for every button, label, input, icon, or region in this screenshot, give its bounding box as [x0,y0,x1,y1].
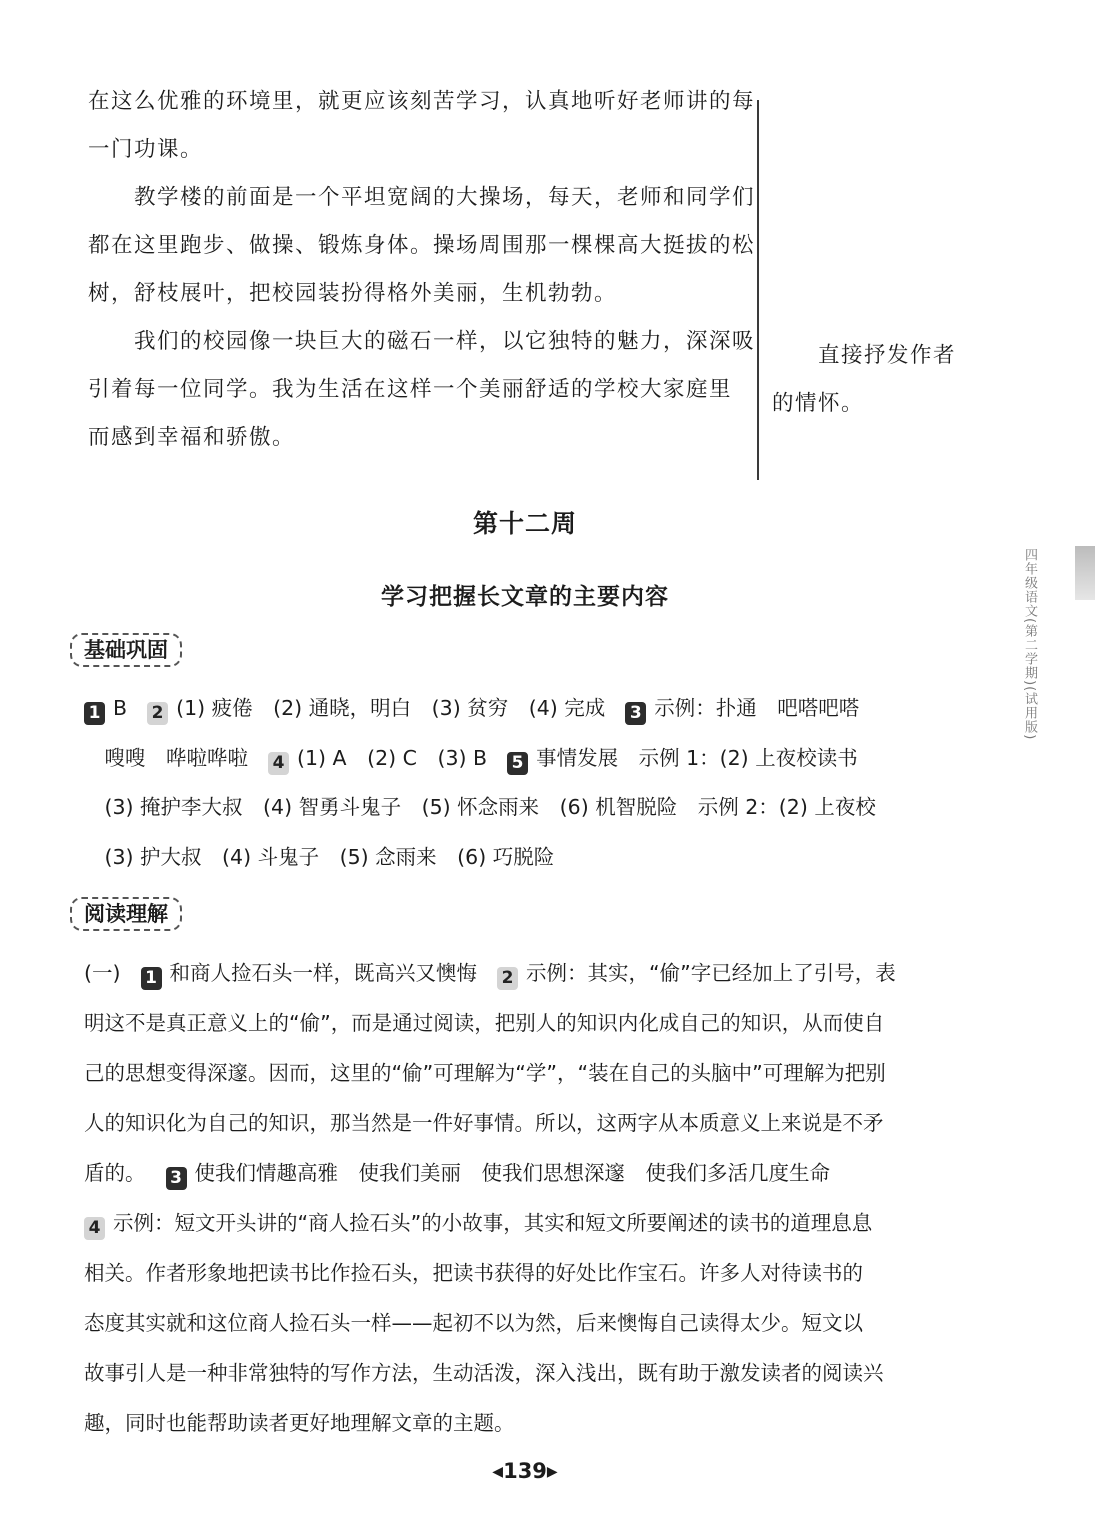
essay-line: 我们的校园像一块巨大的磁石一样，以它独特的魅力，深深吸 [88,329,756,354]
page-footer [0,1459,1050,1483]
answer-text: B [113,696,128,720]
answer-line [84,1398,974,1448]
answer-text: 相关。作者形象地把读书比作捡石头，把读书获得的好处比作宝石。许多人对待读书的 [84,1261,863,1285]
answer-text: (1) A (2) C (3) B [297,745,488,770]
question-number-badge: 4 [268,752,289,775]
answer-line [84,1248,974,1298]
answers-reading [84,948,974,1448]
answer-text: 事情发展 示例 1：(2) 上夜校读书 [536,745,858,770]
answer-text: (3) 护大叔 (4) 斗鬼子 (5) 念雨来 (6) 巧脱险 [84,844,555,869]
page-number: 139 [503,1459,547,1483]
answer-text: 态度其实就和这位商人捡石头一样——起初不以为然，后来懊悔自己读得太少。短文以 [84,1311,863,1335]
unit-title: 学习把握长文章的主要内容 [381,584,669,610]
essay-line: 一门功课。 [88,137,204,162]
answer-line [84,1348,974,1398]
answer-text: (1) 疲倦 (2) 通晓，明白 (3) 贫穷 (4) 完成 [176,696,606,720]
question-number-badge: 2 [147,702,168,725]
side-book-label: 四年级语文(第二学期)(试用版) [1022,548,1037,741]
side-thumb-tab [1075,546,1095,600]
essay-line: 而感到幸福和骄傲。 [88,425,296,450]
margin-note-line: 直接抒发作者 [772,343,957,368]
section-tag-basics: 基础巩固 [70,633,182,667]
answer-text: 示例：其实，“偷”字已经加上了引号，表 [526,961,896,985]
question-number-badge: 1 [84,702,105,725]
answer-text: (3) 掩护李大叔 (4) 智勇斗鬼子 (5) 怀念雨来 (6) 机智脱险 示例 2：(2) 上夜校 [84,795,876,819]
question-number-badge: 4 [84,1217,105,1240]
answers-basics [84,684,974,882]
margin-note [772,332,982,428]
answer-line [84,1298,974,1348]
answer-line [84,1198,974,1248]
essay-line: 教学楼的前面是一个平坦宽阔的大操场，每天，老师和同学们 [88,185,756,210]
answer-line [84,734,974,784]
answer-text: (一) [84,961,121,985]
margin-divider [757,100,759,480]
answer-text: 趣，同时也能帮助读者更好地理解文章的主题。 [84,1411,515,1435]
answer-text: 示例：扑通 吧嗒吧嗒 [654,696,860,720]
answer-line [84,948,974,998]
essay-line: 引着每一位同学。我为生活在这样一个美丽舒适的学校大家庭里 [88,377,733,402]
question-number-badge: 2 [497,967,518,990]
section-tag-reading: 阅读理解 [70,897,182,931]
answer-text: 人的知识化为自己的知识，那当然是一件好事情。所以，这两字从本质意义上来说是不矛 [84,1111,884,1135]
question-number-badge: 3 [625,702,646,725]
essay-body [88,78,756,462]
question-number-badge: 3 [166,1167,187,1190]
essay-line: 在这么优雅的环境里，就更应该刻苦学习，认真地听好老师讲的每 [88,89,756,114]
answer-text: 和商人捡石头一样，既高兴又懊悔 [169,961,477,985]
answer-text: 嗖嗖 哗啦哗啦 [84,745,248,770]
next-triangle-icon: ▶ [546,1464,558,1480]
week-title: 第十二周 [472,509,577,538]
answer-text: 使我们情趣高雅 使我们美丽 使我们思想深邃 使我们多活几度生命 [194,1161,830,1185]
answer-text: 示例：短文开头讲的“商人捡石头”的小故事，其实和短文所要阐述的读书的道理息息 [113,1211,873,1235]
essay-line: 都在这里跑步、做操、锻炼身体。操场周围那一棵棵高大挺拔的松 [88,233,756,258]
answer-line [84,998,974,1048]
answer-line [84,783,974,833]
answer-text: 盾的。 [84,1161,146,1185]
answer-line [84,684,974,734]
answer-line [84,833,974,883]
answer-text: 己的思想变得深邃。因而，这里的“偷”可理解为“学”，“装在自己的头脑中”可理解为把别 [84,1061,886,1085]
answer-line [84,1048,974,1098]
essay-line: 树，舒枝展叶，把校园装扮得格外美丽，生机勃勃。 [88,281,618,306]
prev-triangle-icon: ◀ [492,1464,504,1480]
answer-line [84,1148,974,1198]
answer-text: 明这不是真正意义上的“偷”，而是通过阅读，把别人的知识内化成自己的知识，从而使自 [84,1011,885,1035]
answer-line [84,1098,974,1148]
margin-note-line: 的情怀。 [772,391,865,416]
question-number-badge: 5 [507,752,528,775]
answer-text: 故事引人是一种非常独特的写作方法，生动活泼，深入浅出，既有助于激发读者的阅读兴 [84,1361,884,1385]
question-number-badge: 1 [141,967,162,990]
